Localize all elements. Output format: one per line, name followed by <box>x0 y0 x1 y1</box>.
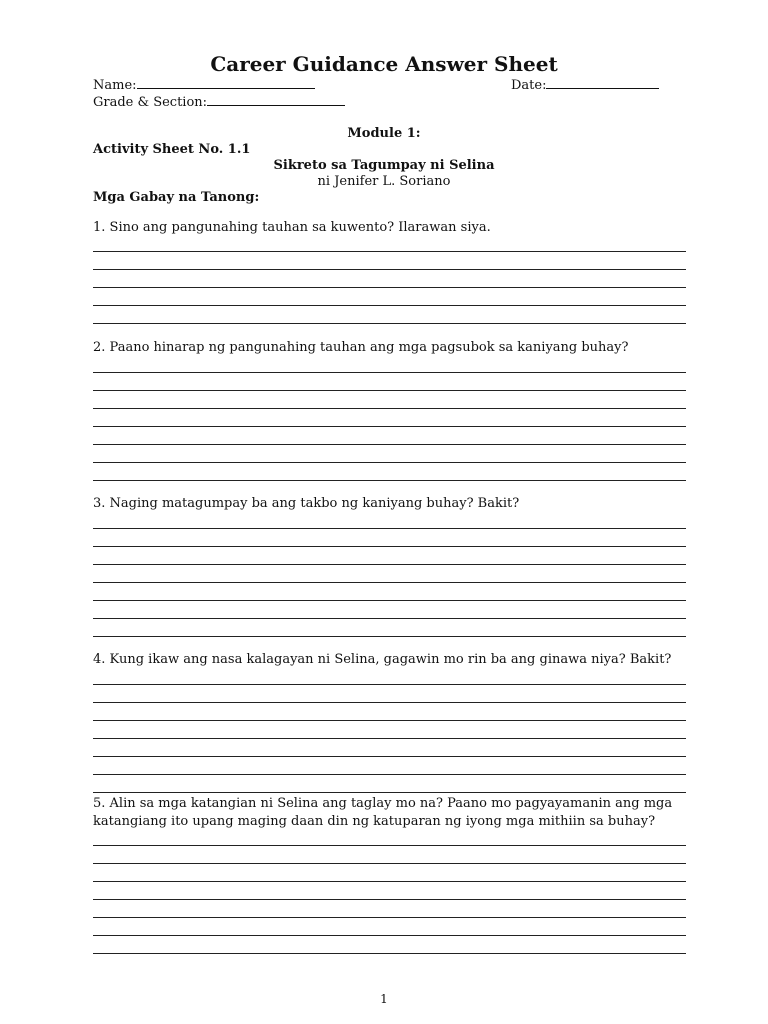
answer-line[interactable] <box>93 565 686 583</box>
answer-line[interactable] <box>93 252 686 270</box>
grade-section-label: Grade & Section: <box>93 95 208 110</box>
answer-line[interactable] <box>93 445 686 463</box>
question-2: 2. Paano hinarap ng pangunahing tauhan ang mga pagsubok sa kaniyang buhay? <box>93 340 629 355</box>
answer-line[interactable] <box>93 775 686 793</box>
answer-line[interactable] <box>93 900 686 918</box>
answer-line[interactable] <box>93 409 686 427</box>
answer-line[interactable] <box>93 721 686 739</box>
answer-line[interactable] <box>93 355 686 373</box>
question-5-line-1: 5. Alin sa mga katangian ni Selina ang taglay mo na? Paano mo pagyayamanin ang mga <box>93 796 673 811</box>
page-number: 1 <box>380 992 388 1006</box>
answer-lines-4[interactable] <box>93 667 686 793</box>
answer-line[interactable] <box>93 601 686 619</box>
answer-lines-3[interactable] <box>93 511 686 637</box>
answer-line[interactable] <box>93 846 686 864</box>
name-field <box>93 78 315 93</box>
answer-line[interactable] <box>93 373 686 391</box>
guide-questions-heading: Mga Gabay na Tanong: <box>93 190 260 205</box>
question-4: 4. Kung ikaw ang nasa kalagayan ni Selina, gagawin mo rin ba ang ginawa niya? Bakit? <box>93 652 672 667</box>
name-blank[interactable] <box>137 78 315 89</box>
answer-line[interactable] <box>93 529 686 547</box>
answer-line[interactable] <box>93 583 686 601</box>
activity-sheet-number: Activity Sheet No. 1.1 <box>93 142 251 157</box>
answer-lines-2[interactable] <box>93 355 686 481</box>
answer-line[interactable] <box>93 882 686 900</box>
grade-section-field <box>93 95 345 110</box>
question-3: 3. Naging matagumpay ba ang takbo ng kaniyang buhay? Bakit? <box>93 496 520 511</box>
date-label: Date: <box>511 78 547 93</box>
answer-line[interactable] <box>93 936 686 954</box>
answer-line[interactable] <box>93 391 686 409</box>
question-1: 1. Sino ang pangunahing tauhan sa kuwento? Ilarawan siya. <box>93 220 491 235</box>
story-title: Sikreto sa Tagumpay ni Selina <box>273 158 495 173</box>
answer-line[interactable] <box>93 703 686 721</box>
answer-line[interactable] <box>93 270 686 288</box>
answer-line[interactable] <box>93 427 686 445</box>
story-author: ni Jenifer L. Soriano <box>317 174 451 189</box>
module-heading: Module 1: <box>347 126 421 141</box>
answer-line[interactable] <box>93 828 686 846</box>
date-field <box>511 78 659 93</box>
answer-line[interactable] <box>93 864 686 882</box>
answer-line[interactable] <box>93 288 686 306</box>
answer-line[interactable] <box>93 667 686 685</box>
question-5-line-2: katangiang ito upang maging daan din ng katuparan ng iyong mga mithiin sa buhay? <box>93 814 656 829</box>
answer-line[interactable] <box>93 739 686 757</box>
answer-line[interactable] <box>93 918 686 936</box>
answer-line[interactable] <box>93 511 686 529</box>
name-label: Name: <box>93 78 137 93</box>
answer-line[interactable] <box>93 234 686 252</box>
answer-line[interactable] <box>93 306 686 324</box>
answer-lines-1[interactable] <box>93 234 686 324</box>
answer-line[interactable] <box>93 685 686 703</box>
answer-line[interactable] <box>93 463 686 481</box>
answer-line[interactable] <box>93 619 686 637</box>
answer-line[interactable] <box>93 757 686 775</box>
answer-line[interactable] <box>93 547 686 565</box>
answer-lines-5[interactable] <box>93 828 686 954</box>
grade-section-blank[interactable] <box>207 95 345 106</box>
date-blank[interactable] <box>546 78 659 89</box>
page-title: Career Guidance Answer Sheet <box>210 52 558 76</box>
